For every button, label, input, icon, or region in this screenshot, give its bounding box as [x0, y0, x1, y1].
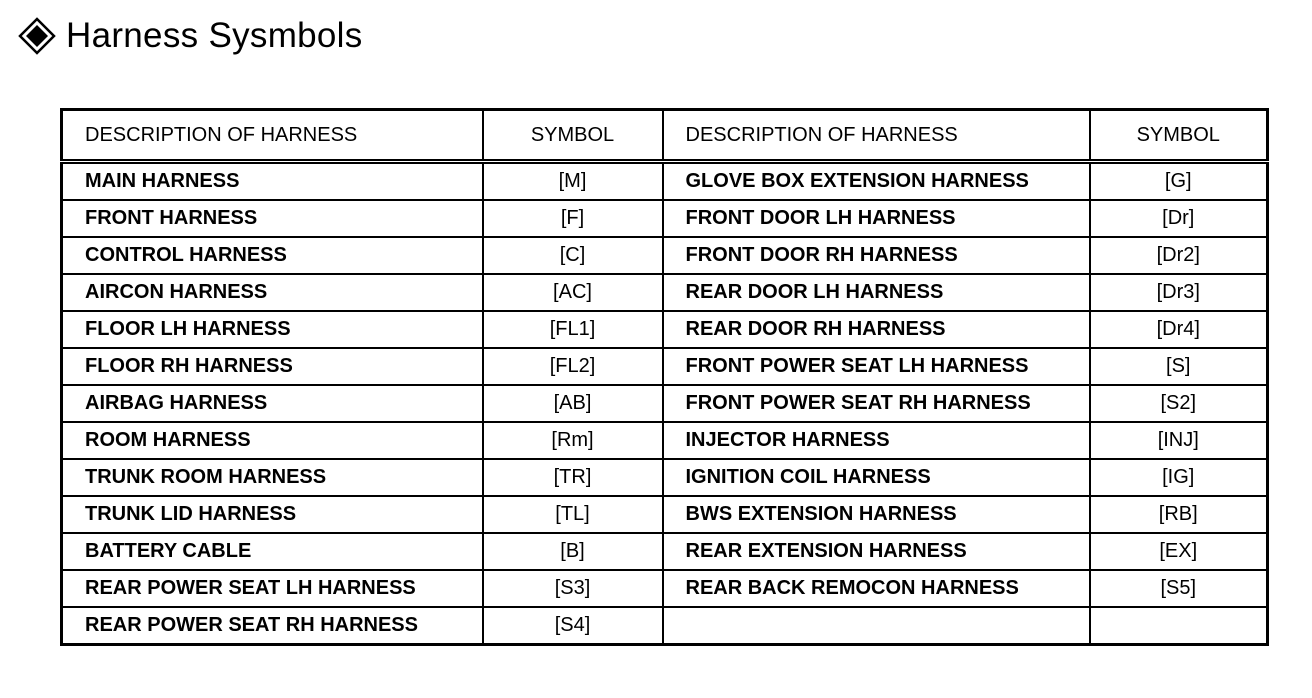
table-row: [62, 459, 1268, 496]
harness-symbol: [S]: [1090, 348, 1268, 385]
harness-symbol: [B]: [483, 533, 663, 570]
table-row: [62, 570, 1268, 607]
table-row: [62, 496, 1268, 533]
harness-description: FLOOR LH HARNESS: [62, 311, 483, 348]
harness-description: FLOOR RH HARNESS: [62, 348, 483, 385]
harness-description: CONTROL HARNESS: [62, 237, 483, 274]
harness-description: AIRBAG HARNESS: [62, 385, 483, 422]
column-header-description: DESCRIPTION OF HARNESS: [663, 110, 1090, 162]
harness-description: BWS EXTENSION HARNESS: [663, 496, 1090, 533]
harness-symbol: [AB]: [483, 385, 663, 422]
table-header-row: [62, 110, 1268, 162]
table-row: [62, 422, 1268, 459]
harness-symbol: [EX]: [1090, 533, 1268, 570]
table-row: [62, 385, 1268, 422]
harness-symbol: [Dr3]: [1090, 274, 1268, 311]
harness-description: GLOVE BOX EXTENSION HARNESS: [663, 162, 1090, 201]
harness-description: FRONT POWER SEAT RH HARNESS: [663, 385, 1090, 422]
harness-description: FRONT DOOR RH HARNESS: [663, 237, 1090, 274]
harness-description: REAR DOOR RH HARNESS: [663, 311, 1090, 348]
harness-description: ROOM HARNESS: [62, 422, 483, 459]
harness-symbol: [Dr2]: [1090, 237, 1268, 274]
harness-symbol-empty: [1090, 607, 1268, 645]
table-row: [62, 348, 1268, 385]
harness-description: REAR BACK REMOCON HARNESS: [663, 570, 1090, 607]
harness-symbol: [M]: [483, 162, 663, 201]
harness-symbol: [FL1]: [483, 311, 663, 348]
page-title: Harness Sysmbols: [66, 16, 363, 55]
harness-symbol: [F]: [483, 200, 663, 237]
harness-symbols-table: [60, 108, 1269, 646]
harness-description: REAR POWER SEAT LH HARNESS: [62, 570, 483, 607]
table-row: [62, 274, 1268, 311]
harness-description: FRONT HARNESS: [62, 200, 483, 237]
harness-symbol: [Dr]: [1090, 200, 1268, 237]
table-row: [62, 607, 1268, 645]
harness-description-empty: [663, 607, 1090, 645]
harness-symbol: [Rm]: [483, 422, 663, 459]
table-row: [62, 200, 1268, 237]
harness-symbol: [S5]: [1090, 570, 1268, 607]
harness-symbol: [TL]: [483, 496, 663, 533]
table-row: [62, 162, 1268, 201]
harness-symbol: [G]: [1090, 162, 1268, 201]
table-row: [62, 533, 1268, 570]
harness-description: REAR POWER SEAT RH HARNESS: [62, 607, 483, 645]
table-row: [62, 237, 1268, 274]
table-row: [62, 311, 1268, 348]
harness-description: REAR EXTENSION HARNESS: [663, 533, 1090, 570]
harness-symbol: [S2]: [1090, 385, 1268, 422]
harness-description: REAR DOOR LH HARNESS: [663, 274, 1090, 311]
harness-description: INJECTOR HARNESS: [663, 422, 1090, 459]
harness-description: BATTERY CABLE: [62, 533, 483, 570]
harness-description: TRUNK LID HARNESS: [62, 496, 483, 533]
harness-symbol: [S4]: [483, 607, 663, 645]
harness-symbol: [TR]: [483, 459, 663, 496]
harness-symbol: [Dr4]: [1090, 311, 1268, 348]
harness-description: TRUNK ROOM HARNESS: [62, 459, 483, 496]
diamond-bullet-icon: [18, 14, 56, 58]
harness-description: IGNITION COIL HARNESS: [663, 459, 1090, 496]
harness-symbol: [FL2]: [483, 348, 663, 385]
harness-symbol: [IG]: [1090, 459, 1268, 496]
harness-description: MAIN HARNESS: [62, 162, 483, 201]
harness-description: FRONT DOOR LH HARNESS: [663, 200, 1090, 237]
harness-description: FRONT POWER SEAT LH HARNESS: [663, 348, 1090, 385]
column-header-symbol: SYMBOL: [483, 110, 663, 162]
harness-symbol: [C]: [483, 237, 663, 274]
harness-symbol: [S3]: [483, 570, 663, 607]
harness-symbol: [INJ]: [1090, 422, 1268, 459]
column-header-symbol: SYMBOL: [1090, 110, 1268, 162]
page-header: [18, 14, 363, 58]
harness-symbol: [AC]: [483, 274, 663, 311]
harness-description: AIRCON HARNESS: [62, 274, 483, 311]
column-header-description: DESCRIPTION OF HARNESS: [62, 110, 483, 162]
harness-symbol: [RB]: [1090, 496, 1268, 533]
